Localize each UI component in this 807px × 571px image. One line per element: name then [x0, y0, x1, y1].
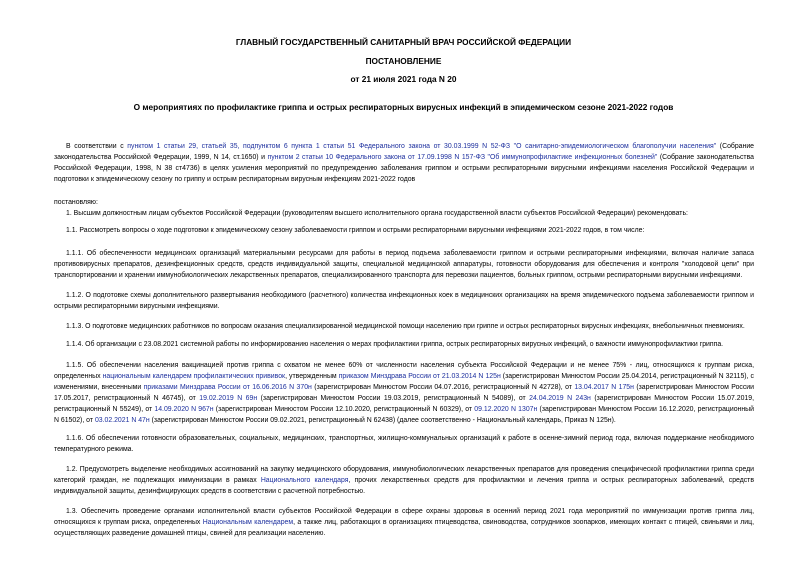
paragraph-text: 1.1.2. О подготовке схемы дополнительного развертывания необходимого (расчетного) количества инфекционных коек в медицинских организациях на время эпидемического подъема заболеваемости гриппом и острыми респираторными вирусными инфекциями.: [54, 292, 754, 310]
paragraph-text: (зарегистрирован Минюстом России 09.02.2021, регистрационный N 62438) (далее соответственно - Национальный календарь, Приказ N 125н).: [149, 417, 616, 424]
paragraph-text: (зарегистрирован Минюстом России 04.07.2016, регистрационный N 42728), от: [311, 384, 575, 391]
paragraph-1-2: [54, 464, 754, 497]
national-calendar-link[interactable]: национальным календарем профилактических прививок: [102, 373, 286, 380]
order-967n-link[interactable]: 14.09.2020 N 967н: [154, 406, 214, 413]
order-370n-link[interactable]: приказами Минздрава России от 16.06.2016 N 370н: [143, 384, 312, 391]
paragraph-text: (зарегистрирован Минюстом России 25.04.2014, регистрационный N 32115), с изменениями, внесенными: [54, 373, 754, 391]
order-69n-link[interactable]: 19.02.2019 N 69н: [199, 395, 258, 402]
document-title: О мероприятиях по профилактике гриппа и острых респираторных вирусных инфекций в эпидемическом сезоне 2021-2022 годов: [133, 102, 674, 112]
order-47n-link[interactable]: 03.02.2021 N 47н: [94, 417, 150, 424]
paragraph-1-1: 1.1. Рассмотреть вопросы о ходе подготовки к эпидемическому сезону заболеваемости гриппом и острыми респираторными вирусными инфекциями 2021-2022 годов, в том числе:: [66, 227, 645, 234]
paragraph-1-1-2: [54, 290, 754, 312]
paragraph-text: 1.1.5. Об обеспечении населения вакцинацией против гриппа с охватом не менее 60% от численности населения субъекта Российской Федерации и не менее 75% - лиц, относящихся к группам риска, определенных: [54, 362, 754, 380]
national-calendar-link[interactable]: Национального календаря: [260, 477, 349, 484]
paragraph-1-3: [54, 506, 754, 539]
order-175n-link[interactable]: 13.04.2017 N 175н: [574, 384, 634, 391]
order-125n-link[interactable]: приказом Минздрава России от 21.03.2014 N 125н: [338, 373, 501, 380]
order-1307n-link[interactable]: 09.12.2020 N 1307н: [474, 406, 538, 413]
national-calendar-link[interactable]: Национальным календарем: [202, 519, 294, 526]
paragraph-1-1-3: 1.1.3. О подготовке медицинских работников по вопросам оказания специализированной медицинской помощи населению при гриппе и острых респираторных вирусных инфекциях, внебольничных пневмониях.: [66, 323, 745, 330]
paragraph-text: , прочих лекарственных средств для профилактики и лечения гриппа и острых респираторных заболеваний, средств индивидуальной защиты, дезинфицирующих средств в соответствии с расчетной потребностью.: [54, 477, 754, 495]
paragraph-text: 1.1.1. Об обеспеченности медицинских организаций материальными ресурсами для работы в период подъема заболеваемости гриппом и острыми респираторными инфекциями, включая наличие запаса противовирусных препаратов, дезинфекционных средств, средств индивидуальной защиты, специальной медицинской аппаратуры, готовности оборудования для обеспечения и контроля "холодовой цепи" при транспортировании и хранении иммунобиологических лекарственных препаратов, специализированного транспорта для перевозки пациентов, больных гриппом, острыми респираторными вирусными инфекциями.: [54, 250, 754, 279]
resolve-line: постановляю:: [54, 199, 98, 206]
paragraph-text: , утвержденным: [285, 373, 339, 380]
preamble-paragraph: [54, 141, 754, 185]
order-243n-link[interactable]: 24.04.2019 N 243н: [529, 395, 591, 402]
preamble-text: (Собрание законодательства Российской Федерации, 1999, N 14, ст.1650) и: [54, 143, 754, 161]
paragraph-text: (зарегистрирован Минюстом России 15.07.2019, регистрационный N 55249), от: [54, 395, 754, 413]
paragraph-text: 1.2. Предусмотреть выделение необходимых ассигнований на закупку медицинского оборудования, иммунобиологических лекарственных препаратов для проведения специфической профилактики гриппа среди категорий граждан, не подлежащих иммунизации в рамках: [54, 466, 754, 484]
preamble-text: В соответствии с: [66, 143, 128, 150]
law-157fz-link[interactable]: пунктом 2 статьи 10 Федерального закона от 17.09.1998 N 157-ФЗ "Об иммунопрофилактике инфекционных болезней": [267, 154, 658, 161]
document-type: ПОСТАНОВЛЕНИЕ: [365, 56, 442, 66]
paragraph-1-1-1: [54, 248, 754, 281]
paragraph-text: (зарегистрирован Минюстом России 17.05.2017, регистрационный N 46745), от: [54, 384, 755, 402]
paragraph-text: 1.3. Обеспечить проведение органами исполнительной власти субъектов Российской Федерации в сфере охраны здоровья в осенний период 2021 года мероприятий по иммунизации против гриппа лиц, относящихся к группам риска, определенных: [54, 508, 754, 526]
law-52fz-link[interactable]: пунктом 1 статьи 29, статьей 35, подпунктом 6 пункта 1 статьи 51 Федерального закона от 30.03.1999 N 52-ФЗ "О санитарно-эпидемиологическом благополучии населения": [127, 143, 717, 150]
paragraph-text: (зарегистрирован Минюстом России 16.12.2020, регистрационный N 61502), от: [54, 406, 754, 424]
issuing-authority: ГЛАВНЫЙ ГОСУДАРСТВЕННЫЙ САНИТАРНЫЙ ВРАЧ РОССИЙСКОЙ ФЕДЕРАЦИИ: [235, 37, 572, 47]
paragraph-1: 1. Высшим должностным лицам субъектов Российской Федерации (руководителям высшего исполнительного органа государственной власти субъектов Российской Федерации) рекомендовать:: [66, 210, 688, 217]
paragraph-1-1-4: 1.1.4. Об организации с 23.08.2021 системной работы по информированию населения о мерах профилактики гриппа, острых респираторных вирусных инфекций, о важности иммунопрофилактики гриппа.: [66, 341, 724, 348]
paragraph-text: 1.1.6. Об обеспечении готовности образовательных, социальных, медицинских, транспортных, жилищно-коммунальных организаций к работе в осенне-зимний период года, включая поддержание необходимого температурного режима.: [54, 435, 754, 453]
preamble-text: (Собрание законодательства Российской Федерации, 1998, N 38 ст4736) в целях усиления мероприятий по предупреждению заболевания гриппом и острыми респираторными вирусными инфекциями населения Российской Федерации и подготовки к эпидемическому сезону по гриппу и острым респираторным вирусным инфекциям 2021-2022 годов: [54, 154, 754, 183]
paragraph-text: (зарегистрирован Минюстом России 19.03.2019, регистрационный N 54089), от: [257, 395, 530, 402]
paragraph-text: , а также лиц, работающих в организациях птицеводства, свиноводства, сотрудников зоопарков, имеющих контакт с птицей, свиньями и лиц, осуществляющих разведение домашней птицы, свиней для реализации населению.: [54, 519, 754, 537]
paragraph-1-1-6: [54, 433, 754, 455]
paragraph-1-1-5: [54, 360, 754, 426]
paragraph-text: (зарегистрирован Минюстом России 12.10.2020, регистрационный N 60329), от: [213, 406, 475, 413]
document-date-number: от 21 июля 2021 года N 20: [350, 74, 457, 84]
